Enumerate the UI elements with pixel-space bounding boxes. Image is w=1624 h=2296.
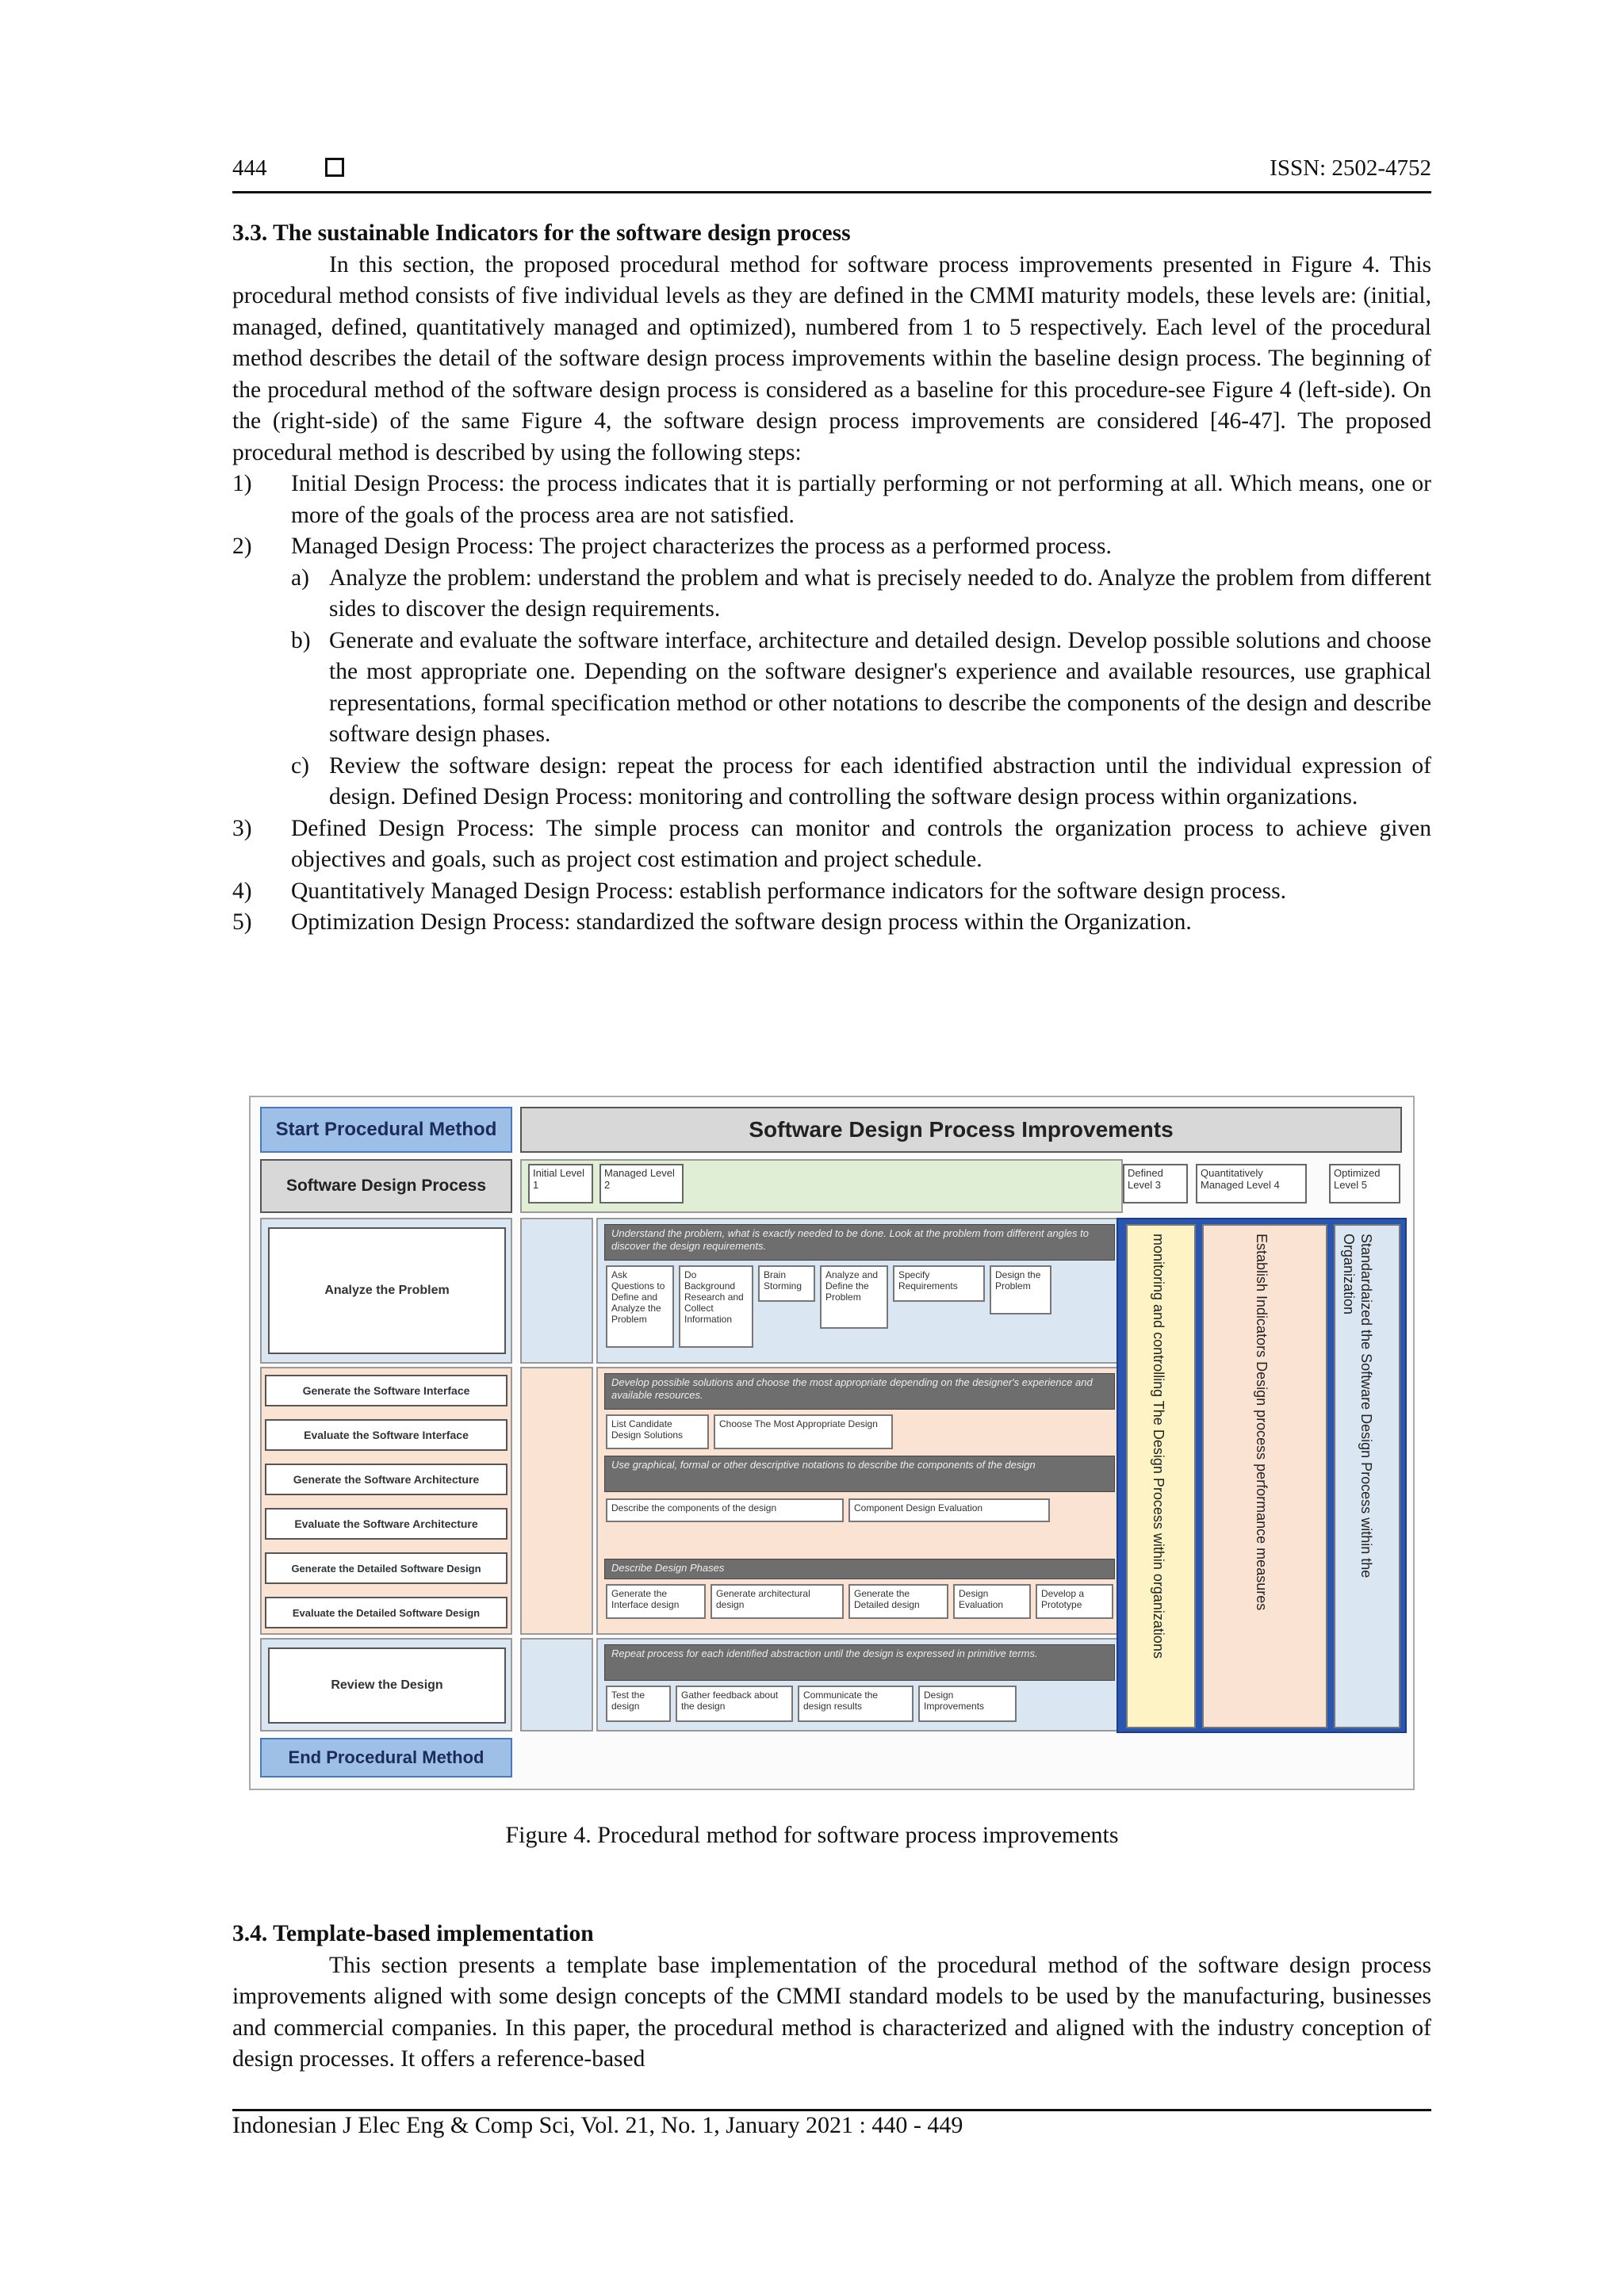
phase-item: Generate architectural design xyxy=(710,1584,844,1619)
list-item: 3) Defined Design Process: The simple process can monitor and controls the organization process to achieve given objectives and goals, such as project cost estimation and project schedule. xyxy=(232,815,1431,872)
section-title: 3.4. Template-based implementation xyxy=(232,1921,594,1946)
level-3-label: Defined Level 3 xyxy=(1123,1164,1188,1203)
paragraph: This section presents a template base implementation of the procedural method of the software design process improvements aligned with some design concepts of the CMMI standard models to be used by the manufacturing, businesses and commercial companies. In this paper, the procedural method is characterized and aligned with the industry conception of design processes. It offers a reference-based xyxy=(232,1952,1431,2072)
evaluate-architecture-box: Evaluate the Software Architecture xyxy=(265,1508,508,1540)
level-5-column xyxy=(1334,1224,1400,1728)
level-5-label: Optimized Level 5 xyxy=(1329,1164,1400,1203)
level-2-label: Managed Level 2 xyxy=(599,1164,684,1203)
phases-note: Describe Design Phases xyxy=(604,1559,1115,1579)
level-5-text: Standardaized the Software Design Process within the Organization xyxy=(1341,1234,1374,1578)
review-item: Communicate the design results xyxy=(798,1686,914,1722)
evaluate-interface-box: Evaluate the Software Interface xyxy=(265,1419,508,1451)
level-1-label: Initial Level 1 xyxy=(528,1164,593,1203)
list-item: a) Analyze the problem: understand the problem and what is precisely needed to do. Analyze the problem from different sides to discover the design requirements. xyxy=(291,564,1431,622)
analyze-item: Analyze and Define the Problem xyxy=(820,1265,888,1329)
section-title: 3.3. The sustainable Indicators for the software design process xyxy=(232,220,851,246)
section-3-4 xyxy=(232,1919,1431,2076)
review-item: Test the design xyxy=(606,1686,671,1722)
evaluate-detailed-box: Evaluate the Detailed Software Design xyxy=(265,1597,508,1628)
level-1-review-cell xyxy=(520,1638,593,1732)
list-item: 5) Optimization Design Process: standardized the software design process within the Organization. xyxy=(232,909,1192,935)
analyze-item: Design the Problem xyxy=(990,1265,1051,1314)
phase-item: Design Evaluation xyxy=(953,1584,1031,1619)
figure-title: Software Design Process Improvements xyxy=(520,1107,1402,1153)
software-design-process-label: Software Design Process xyxy=(260,1159,512,1213)
end-procedural-method: End Procedural Method xyxy=(260,1738,512,1777)
analyze-note: Understand the problem, what is exactly needed to be done. Look at the problem from different angles to discover the design requirements. xyxy=(604,1224,1115,1261)
list-item: b) Generate and evaluate the software interface, architecture and detailed design. Develop possible solutions and choose the most appropriate one. Depending on the software designer's experience and available resources, use graphical representations, formal specification method or other notations to describe the components of the design and describe software design phases. xyxy=(291,627,1431,747)
generate-architecture-box: Generate the Software Architecture xyxy=(265,1464,508,1495)
graphical-note: Use graphical, formal or other descriptive notations to describe the components of the design xyxy=(604,1456,1115,1492)
issn: ISSN: 2502-4752 xyxy=(1270,155,1431,181)
generate-band xyxy=(260,1367,512,1635)
list-item: c) Review the software design: repeat the process for each identified abstraction until the individual expression of design. Defined Design Process: monitoring and controlling the software design process within organizations. xyxy=(291,752,1431,809)
level-1-analyze-cell xyxy=(520,1218,593,1364)
review-item: Design Improvements xyxy=(918,1686,1017,1722)
checkbox-icon xyxy=(325,158,344,177)
generate-interface-box: Generate the Software Interface xyxy=(265,1375,508,1406)
analyze-item: Ask Questions to Define and Analyze the Problem xyxy=(606,1265,674,1348)
list-item: 4) Quantitatively Managed Design Process: establish performance indicators for the software design process. xyxy=(232,878,1287,904)
level-4-text: Establish Indicators Design process performance measures xyxy=(1254,1234,1270,1611)
substep-list xyxy=(291,563,1431,813)
develop-note: Develop possible solutions and choose the most appropriate depending on the designer's experience and available resources. xyxy=(604,1373,1115,1410)
start-procedural-method: Start Procedural Method xyxy=(260,1107,512,1153)
analyze-item: Do Background Research and Collect Information xyxy=(679,1265,753,1348)
analyze-item: Specify Requirements xyxy=(893,1265,985,1302)
section-3-3 xyxy=(232,218,1431,939)
graphical-item: Describe the components of the design xyxy=(606,1498,844,1522)
footer-divider xyxy=(232,2109,1431,2111)
header-divider xyxy=(232,191,1431,193)
develop-item: Choose The Most Appropriate Design xyxy=(714,1414,893,1449)
review-item: Gather feedback about the design xyxy=(676,1686,793,1722)
list-item: 1) Initial Design Process: the process indicates that it is partially performing or not performing at all. Which means, one or more of the goals of the process area are not satisfied. xyxy=(232,471,1431,528)
footer-citation: Indonesian J Elec Eng & Comp Sci, Vol. 21, No. 1, January 2021 : 440 - 449 xyxy=(232,2112,963,2138)
figure-caption: Figure 4. Procedural method for software process improvements xyxy=(505,1822,1119,1848)
phase-item: Generate the Interface design xyxy=(606,1584,706,1619)
level-3-text: monitoring and controlling The Design Process within organizations xyxy=(1151,1234,1166,1659)
generate-detailed-box: Generate the Detailed Software Design xyxy=(265,1552,508,1584)
phase-item: Generate the Detailed design xyxy=(848,1584,948,1619)
review-note: Repeat process for each identified abstraction until the design is expressed in primitive terms. xyxy=(604,1644,1115,1681)
step-list xyxy=(232,469,1431,939)
level-1-generate-cell xyxy=(520,1367,593,1635)
level-4-label: Quantitatively Managed Level 4 xyxy=(1196,1164,1307,1203)
figure-4 xyxy=(249,1096,1415,1790)
graphical-item: Component Design Evaluation xyxy=(848,1498,1050,1522)
level-3-column xyxy=(1126,1224,1196,1728)
paragraph: In this section, the proposed procedural method for software process improvements presented in Figure 4. This procedural method consists of five individual levels as they are defined in the CMMI maturity models, these levels are: (initial, managed, defined, quantitatively managed and optimized), numbered from 1 to 5 respectively. Each level of the procedural method describes the detail of the software design process improvements within the baseline design process. The beginning of the procedural method of the software design process is considered as a baseline for this procedure-see Figure 4 (left-side). On the (right-side) of the same Figure 4, the software design process improvements are considered [46-47]. The proposed procedural method is described by using the following steps: xyxy=(232,251,1431,465)
analyze-item: Brain Storming xyxy=(758,1265,815,1302)
level-4-column xyxy=(1202,1224,1327,1728)
review-design-box: Review the Design xyxy=(268,1647,506,1724)
list-item: 2) Managed Design Process: The project characterizes the process as a performed process. xyxy=(232,534,1112,559)
page-number: 444 xyxy=(232,155,267,181)
develop-item: List Candidate Design Solutions xyxy=(606,1414,709,1449)
analyze-problem-box: Analyze the Problem xyxy=(268,1227,506,1354)
phase-item: Develop a Prototype xyxy=(1036,1584,1113,1619)
